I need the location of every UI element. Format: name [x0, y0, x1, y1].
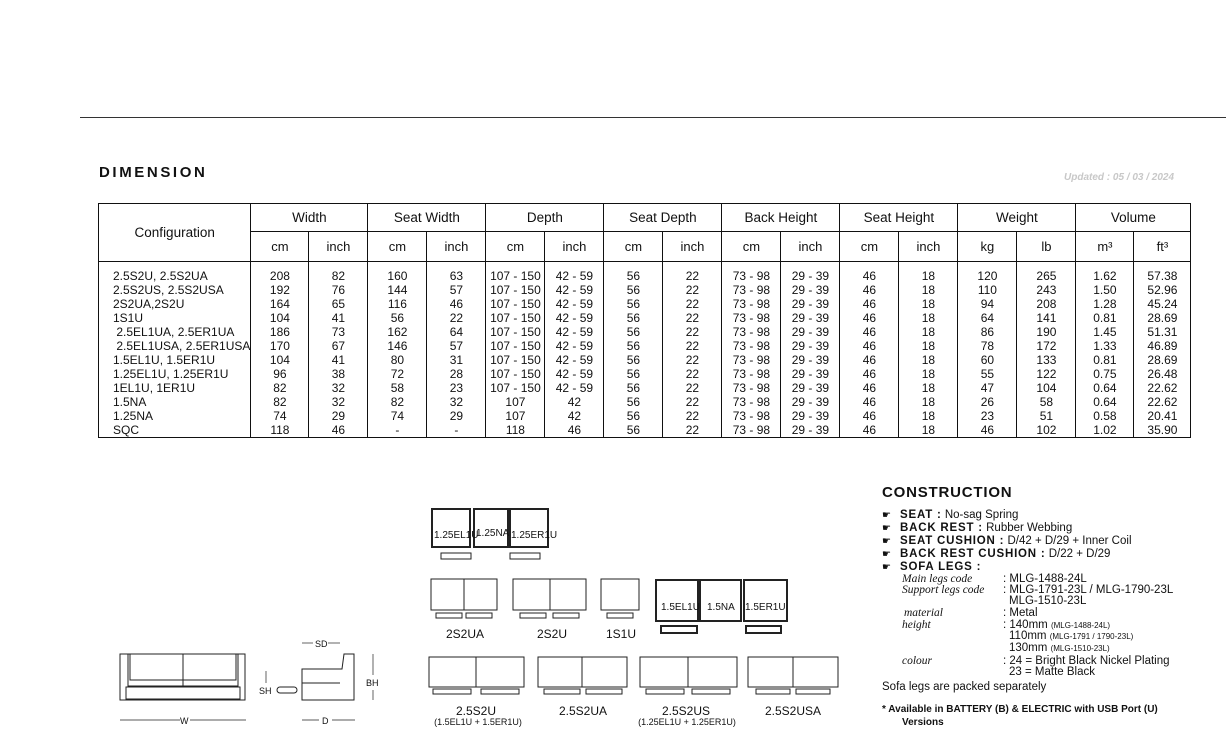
value-cell: 46: [840, 423, 899, 438]
value-cell: 29: [427, 409, 486, 423]
config-cell: 1S1U: [99, 311, 251, 325]
value-cell: 42 - 59: [545, 381, 604, 395]
value-cell: 73 - 98: [722, 423, 781, 438]
value-cell: 29 - 39: [781, 311, 840, 325]
value-cell: 18: [899, 325, 958, 339]
value-cell: 107 - 150: [486, 283, 545, 297]
value-cell: 1.02: [1076, 423, 1134, 438]
value-cell: 18: [899, 339, 958, 353]
module-1-5er1u: [744, 580, 787, 621]
value-cell: 0.58: [1076, 409, 1134, 423]
config-cell: SQC: [99, 423, 251, 438]
value-cell: 42 - 59: [545, 339, 604, 353]
value-cell: 141: [1017, 311, 1076, 325]
construction-title: CONSTRUCTION: [882, 484, 1013, 501]
depth-header: Depth: [486, 204, 604, 232]
value-cell: 18: [899, 423, 958, 438]
value-cell: 0.81: [1076, 311, 1134, 325]
value-cell: 86: [958, 325, 1017, 339]
seat-height-header: Seat Height: [840, 204, 958, 232]
seat-line: ☛ SEAT : No-sag Spring: [882, 509, 1019, 521]
value-cell: 29 - 39: [781, 262, 840, 284]
value-cell: 29 - 39: [781, 283, 840, 297]
value-cell: 46: [958, 423, 1017, 438]
value-cell: 58: [1017, 395, 1076, 409]
value-cell: 57: [427, 283, 486, 297]
availability-note: * Available in BATTERY (B) & ELECTRIC with USB Port (U) Versions: [882, 704, 1158, 728]
value-cell: 73 - 98: [722, 395, 781, 409]
value-cell: 42 - 59: [545, 325, 604, 339]
label-2-5s2ua: 2.5S2UA: [558, 704, 608, 718]
value-cell: -: [427, 423, 486, 438]
unit-header: m³: [1076, 232, 1134, 262]
sofa-1s1u: [601, 579, 639, 610]
value-cell: 46: [545, 423, 604, 438]
value-cell: 22: [427, 311, 486, 325]
value-cell: 29 - 39: [781, 325, 840, 339]
value-cell: 42 - 59: [545, 311, 604, 325]
dim-d: D: [322, 716, 329, 726]
support-legs-value-2: MLG-1510-23L: [1009, 595, 1087, 607]
value-cell: 73 - 98: [722, 367, 781, 381]
value-cell: 20.41: [1134, 409, 1191, 423]
value-cell: 29 - 39: [781, 353, 840, 367]
label-2-5s2us-sub: (1.25EL1U + 1.25ER1U): [638, 717, 736, 727]
value-cell: 107 - 150: [486, 381, 545, 395]
value-cell: 46: [840, 381, 899, 395]
value-cell: 73 - 98: [722, 297, 781, 311]
unit-header: cm: [840, 232, 899, 262]
value-cell: 56: [604, 262, 663, 284]
support-legs-value: : MLG-1791-23L / MLG-1790-23L: [1003, 584, 1174, 596]
colour-label: colour: [902, 655, 933, 667]
back-rest-cushion-line: ☛ BACK REST CUSHION : D/22 + D/29: [882, 548, 1111, 560]
value-cell: 18: [899, 311, 958, 325]
value-cell: 107: [486, 395, 545, 409]
value-cell: 73 - 98: [722, 353, 781, 367]
value-cell: 18: [899, 409, 958, 423]
value-cell: 18: [899, 367, 958, 381]
value-cell: 45.24: [1134, 297, 1191, 311]
unit-header: inch: [545, 232, 604, 262]
value-cell: 65: [309, 297, 368, 311]
value-cell: 1.45: [1076, 325, 1134, 339]
value-cell: 73 - 98: [722, 311, 781, 325]
value-cell: 22.62: [1134, 381, 1191, 395]
pointer-icon: ☛: [882, 562, 891, 573]
module-label-1-25na: 1.25NA: [476, 528, 510, 539]
config-cell: 1.5EL1U, 1.5ER1U: [99, 353, 251, 367]
value-cell: 46: [840, 367, 899, 381]
pointer-icon: ☛: [882, 536, 891, 547]
construction-section: [882, 484, 1222, 729]
value-cell: 46: [427, 297, 486, 311]
label-2s2u: 2S2U: [536, 627, 568, 641]
module-label-1-5el1u: 1.5EL1U: [661, 602, 700, 613]
value-cell: 32: [309, 395, 368, 409]
height-value-1: : 140mm (MLG-1488-24L): [1003, 619, 1111, 631]
value-cell: 190: [1017, 325, 1076, 339]
value-cell: 22: [663, 367, 722, 381]
value-cell: 32: [309, 381, 368, 395]
value-cell: 73 - 98: [722, 381, 781, 395]
value-cell: 146: [368, 339, 427, 353]
unit-header: cm: [368, 232, 427, 262]
module-1-5na: [700, 580, 741, 621]
value-cell: 22: [663, 381, 722, 395]
value-cell: 29 - 39: [781, 339, 840, 353]
value-cell: 46: [840, 353, 899, 367]
value-cell: 26.48: [1134, 367, 1191, 381]
volume-header: Volume: [1076, 204, 1191, 232]
unit-header: cm: [251, 232, 309, 262]
label-2-5s2us: 2.5S2US: [661, 704, 711, 718]
module-1-25er1u: [510, 509, 548, 547]
value-cell: 96: [251, 367, 309, 381]
value-cell: 46: [840, 283, 899, 297]
value-cell: 42: [545, 395, 604, 409]
value-cell: 1.62: [1076, 262, 1134, 284]
value-cell: 56: [604, 283, 663, 297]
module-1-5el1u: [656, 580, 698, 621]
value-cell: 32: [427, 395, 486, 409]
value-cell: 18: [899, 395, 958, 409]
height-value-2: 110mm (MLG-1791 / 1790-23L): [1009, 630, 1134, 642]
value-cell: 29 - 39: [781, 367, 840, 381]
back-height-header: Back Height: [722, 204, 840, 232]
height-label: height: [902, 619, 931, 631]
value-cell: 29: [309, 409, 368, 423]
pointer-icon: ☛: [882, 523, 891, 534]
module-label-1-5er1u: 1.5ER1U: [745, 602, 786, 613]
value-cell: 18: [899, 353, 958, 367]
config-cell: 1EL1U, 1ER1U: [99, 381, 251, 395]
value-cell: 104: [1017, 381, 1076, 395]
value-cell: 52.96: [1134, 283, 1191, 297]
value-cell: 29 - 39: [781, 381, 840, 395]
value-cell: 56: [604, 325, 663, 339]
config-cell: 2.5S2U, 2.5S2UA: [99, 262, 251, 284]
value-cell: 22: [663, 423, 722, 438]
seat-depth-header: Seat Depth: [604, 204, 722, 232]
page-title: DIMENSION: [99, 164, 208, 181]
value-cell: 56: [604, 311, 663, 325]
unit-header: cm: [604, 232, 663, 262]
config-cell: 1.25NA: [99, 409, 251, 423]
value-cell: 64: [958, 311, 1017, 325]
value-cell: 22: [663, 395, 722, 409]
packed-note: Sofa legs are packed separately: [882, 681, 1047, 693]
value-cell: 73 - 98: [722, 339, 781, 353]
dim-bh: BH: [366, 678, 379, 688]
pointer-icon: ☛: [882, 510, 891, 521]
value-cell: 186: [251, 325, 309, 339]
value-cell: 56: [604, 339, 663, 353]
value-cell: 47: [958, 381, 1017, 395]
value-cell: 107 - 150: [486, 311, 545, 325]
configuration-header: Configuration: [99, 204, 251, 262]
value-cell: 73: [309, 325, 368, 339]
unit-header: inch: [781, 232, 840, 262]
value-cell: 110: [958, 283, 1017, 297]
value-cell: 208: [1017, 297, 1076, 311]
value-cell: 1.28: [1076, 297, 1134, 311]
value-cell: 107: [486, 409, 545, 423]
value-cell: 31: [427, 353, 486, 367]
value-cell: 57: [427, 339, 486, 353]
value-cell: 41: [309, 353, 368, 367]
value-cell: -: [368, 423, 427, 438]
value-cell: 18: [899, 262, 958, 284]
value-cell: 42 - 59: [545, 353, 604, 367]
value-cell: 74: [368, 409, 427, 423]
width-header: Width: [251, 204, 368, 232]
value-cell: 0.75: [1076, 367, 1134, 381]
value-cell: 22: [663, 262, 722, 284]
value-cell: 56: [604, 409, 663, 423]
value-cell: 73 - 98: [722, 283, 781, 297]
value-cell: 28.69: [1134, 311, 1191, 325]
value-cell: 23: [958, 409, 1017, 423]
value-cell: 55: [958, 367, 1017, 381]
value-cell: 116: [368, 297, 427, 311]
module-base: [510, 553, 540, 559]
value-cell: 35.90: [1134, 423, 1191, 438]
value-cell: 172: [1017, 339, 1076, 353]
value-cell: 107 - 150: [486, 262, 545, 284]
value-cell: 74: [251, 409, 309, 423]
value-cell: 22: [663, 353, 722, 367]
value-cell: 56: [604, 297, 663, 311]
value-cell: 51.31: [1134, 325, 1191, 339]
value-cell: 22: [663, 409, 722, 423]
seat-cushion-line: ☛ SEAT CUSHION : D/42 + D/29 + Inner Coil: [882, 535, 1132, 547]
value-cell: 67: [309, 339, 368, 353]
dim-w: W: [180, 716, 189, 726]
value-cell: 107 - 150: [486, 325, 545, 339]
value-cell: 1.50: [1076, 283, 1134, 297]
value-cell: 0.81: [1076, 353, 1134, 367]
label-2-5s2u-sub: (1.5EL1U + 1.5ER1U): [434, 717, 522, 727]
value-cell: 46: [309, 423, 368, 438]
config-cell: 2.5S2US, 2.5S2USA: [99, 283, 251, 297]
config-cell: 2.5EL1UA, 2.5ER1UA: [99, 325, 251, 339]
dim-sd: SD: [315, 639, 328, 649]
unit-header: inch: [427, 232, 486, 262]
value-cell: 73 - 98: [722, 409, 781, 423]
value-cell: 120: [958, 262, 1017, 284]
value-cell: 265: [1017, 262, 1076, 284]
value-cell: 38: [309, 367, 368, 381]
weight-header: Weight: [958, 204, 1076, 232]
value-cell: 82: [251, 381, 309, 395]
value-cell: 22: [663, 325, 722, 339]
unit-header: lb: [1017, 232, 1076, 262]
value-cell: 56: [368, 311, 427, 325]
value-cell: 57.38: [1134, 262, 1191, 284]
sofa-side-view: [302, 654, 354, 700]
unit-header: ft³: [1134, 232, 1191, 262]
value-cell: 0.64: [1076, 381, 1134, 395]
value-cell: 208: [251, 262, 309, 284]
unit-header: inch: [309, 232, 368, 262]
value-cell: 29 - 39: [781, 423, 840, 438]
value-cell: 162: [368, 325, 427, 339]
value-cell: 56: [604, 381, 663, 395]
support-legs-label: Support legs code: [902, 584, 985, 596]
config-cell: 1.25EL1U, 1.25ER1U: [99, 367, 251, 381]
module-base: [441, 553, 471, 559]
value-cell: 118: [251, 423, 309, 438]
module-label-1-25er1u: 1.25ER1U: [511, 530, 558, 541]
value-cell: 56: [604, 395, 663, 409]
colour-value-2: 23 = Matte Black: [1009, 666, 1095, 678]
seat-width-header: Seat Width: [368, 204, 486, 232]
label-2-5s2u: 2.5S2U: [455, 704, 497, 718]
sofa-legs-line: ☛ SOFA LEGS :: [882, 561, 982, 573]
label-1s1u: 1S1U: [605, 627, 637, 641]
value-cell: 243: [1017, 283, 1076, 297]
sofa-legs-details: [882, 574, 1222, 680]
colour-value-1: : 24 = Bright Black Nickel Plating: [1003, 655, 1170, 667]
config-cell: 2.5EL1USA, 2.5ER1USA: [99, 339, 251, 353]
module-1-25el1u: [432, 509, 470, 547]
value-cell: 29 - 39: [781, 297, 840, 311]
value-cell: 107 - 150: [486, 353, 545, 367]
value-cell: 170: [251, 339, 309, 353]
value-cell: 56: [604, 367, 663, 381]
value-cell: 46.89: [1134, 339, 1191, 353]
dim-sh: SH: [259, 686, 272, 696]
value-cell: 64: [427, 325, 486, 339]
value-cell: 63: [427, 262, 486, 284]
main-legs-label: Main legs code: [902, 573, 973, 585]
value-cell: 78: [958, 339, 1017, 353]
value-cell: 42 - 59: [545, 367, 604, 381]
material-value: : Metal: [1003, 607, 1038, 619]
unit-header: cm: [722, 232, 781, 262]
value-cell: 42 - 59: [545, 283, 604, 297]
value-cell: 42 - 59: [545, 262, 604, 284]
value-cell: 22: [663, 311, 722, 325]
value-cell: 94: [958, 297, 1017, 311]
value-cell: 104: [251, 311, 309, 325]
value-cell: 26: [958, 395, 1017, 409]
label-2-5s2usa: 2.5S2USA: [764, 704, 822, 718]
material-label: material: [904, 607, 943, 619]
value-cell: 23: [427, 381, 486, 395]
value-cell: 82: [368, 395, 427, 409]
value-cell: 46: [840, 311, 899, 325]
value-cell: 76: [309, 283, 368, 297]
value-cell: 192: [251, 283, 309, 297]
config-cell: 2S2UA,2S2U: [99, 297, 251, 311]
unit-header: cm: [486, 232, 545, 262]
value-cell: 41: [309, 311, 368, 325]
value-cell: 56: [604, 423, 663, 438]
module-label-1-5na: 1.5NA: [707, 602, 735, 613]
back-rest-line: ☛ BACK REST : Rubber Webbing: [882, 522, 1073, 534]
value-cell: 18: [899, 381, 958, 395]
value-cell: 160: [368, 262, 427, 284]
value-cell: 72: [368, 367, 427, 381]
value-cell: 18: [899, 297, 958, 311]
value-cell: 60: [958, 353, 1017, 367]
value-cell: 56: [604, 353, 663, 367]
updated-date: Updated : 05 / 03 / 2024: [1064, 172, 1175, 183]
value-cell: 22: [663, 339, 722, 353]
value-cell: 22.62: [1134, 395, 1191, 409]
value-cell: 164: [251, 297, 309, 311]
value-cell: 51: [1017, 409, 1076, 423]
value-cell: 107 - 150: [486, 339, 545, 353]
value-cell: 46: [840, 297, 899, 311]
value-cell: 58: [368, 381, 427, 395]
value-cell: 133: [1017, 353, 1076, 367]
value-cell: 22: [663, 297, 722, 311]
value-cell: 46: [840, 395, 899, 409]
value-cell: 102: [1017, 423, 1076, 438]
value-cell: 80: [368, 353, 427, 367]
value-cell: 0.64: [1076, 395, 1134, 409]
value-cell: 122: [1017, 367, 1076, 381]
unit-header: kg: [958, 232, 1017, 262]
value-cell: 46: [840, 339, 899, 353]
value-cell: 104: [251, 353, 309, 367]
pointer-icon: ☛: [882, 549, 891, 560]
value-cell: 46: [840, 325, 899, 339]
value-cell: 28: [427, 367, 486, 381]
height-value-3: 130mm (MLG-1510-23L): [1009, 642, 1110, 654]
value-cell: 22: [663, 283, 722, 297]
value-cell: 46: [840, 409, 899, 423]
value-cell: 107 - 150: [486, 297, 545, 311]
value-cell: 18: [899, 283, 958, 297]
value-cell: 107 - 150: [486, 367, 545, 381]
value-cell: 28.69: [1134, 353, 1191, 367]
value-cell: 29 - 39: [781, 395, 840, 409]
value-cell: 42 - 59: [545, 297, 604, 311]
unit-header: inch: [663, 232, 722, 262]
value-cell: 144: [368, 283, 427, 297]
value-cell: 82: [251, 395, 309, 409]
value-cell: 82: [309, 262, 368, 284]
unit-header: inch: [899, 232, 958, 262]
value-cell: 118: [486, 423, 545, 438]
value-cell: 73 - 98: [722, 325, 781, 339]
main-legs-value: : MLG-1488-24L: [1003, 573, 1087, 585]
value-cell: 46: [840, 262, 899, 284]
value-cell: 73 - 98: [722, 262, 781, 284]
config-cell: 1.5NA: [99, 395, 251, 409]
value-cell: 42: [545, 409, 604, 423]
value-cell: 29 - 39: [781, 409, 840, 423]
value-cell: 1.33: [1076, 339, 1134, 353]
label-2s2ua: 2S2UA: [445, 627, 485, 641]
module-label-1-25el1u: 1.25EL1U: [434, 530, 479, 541]
